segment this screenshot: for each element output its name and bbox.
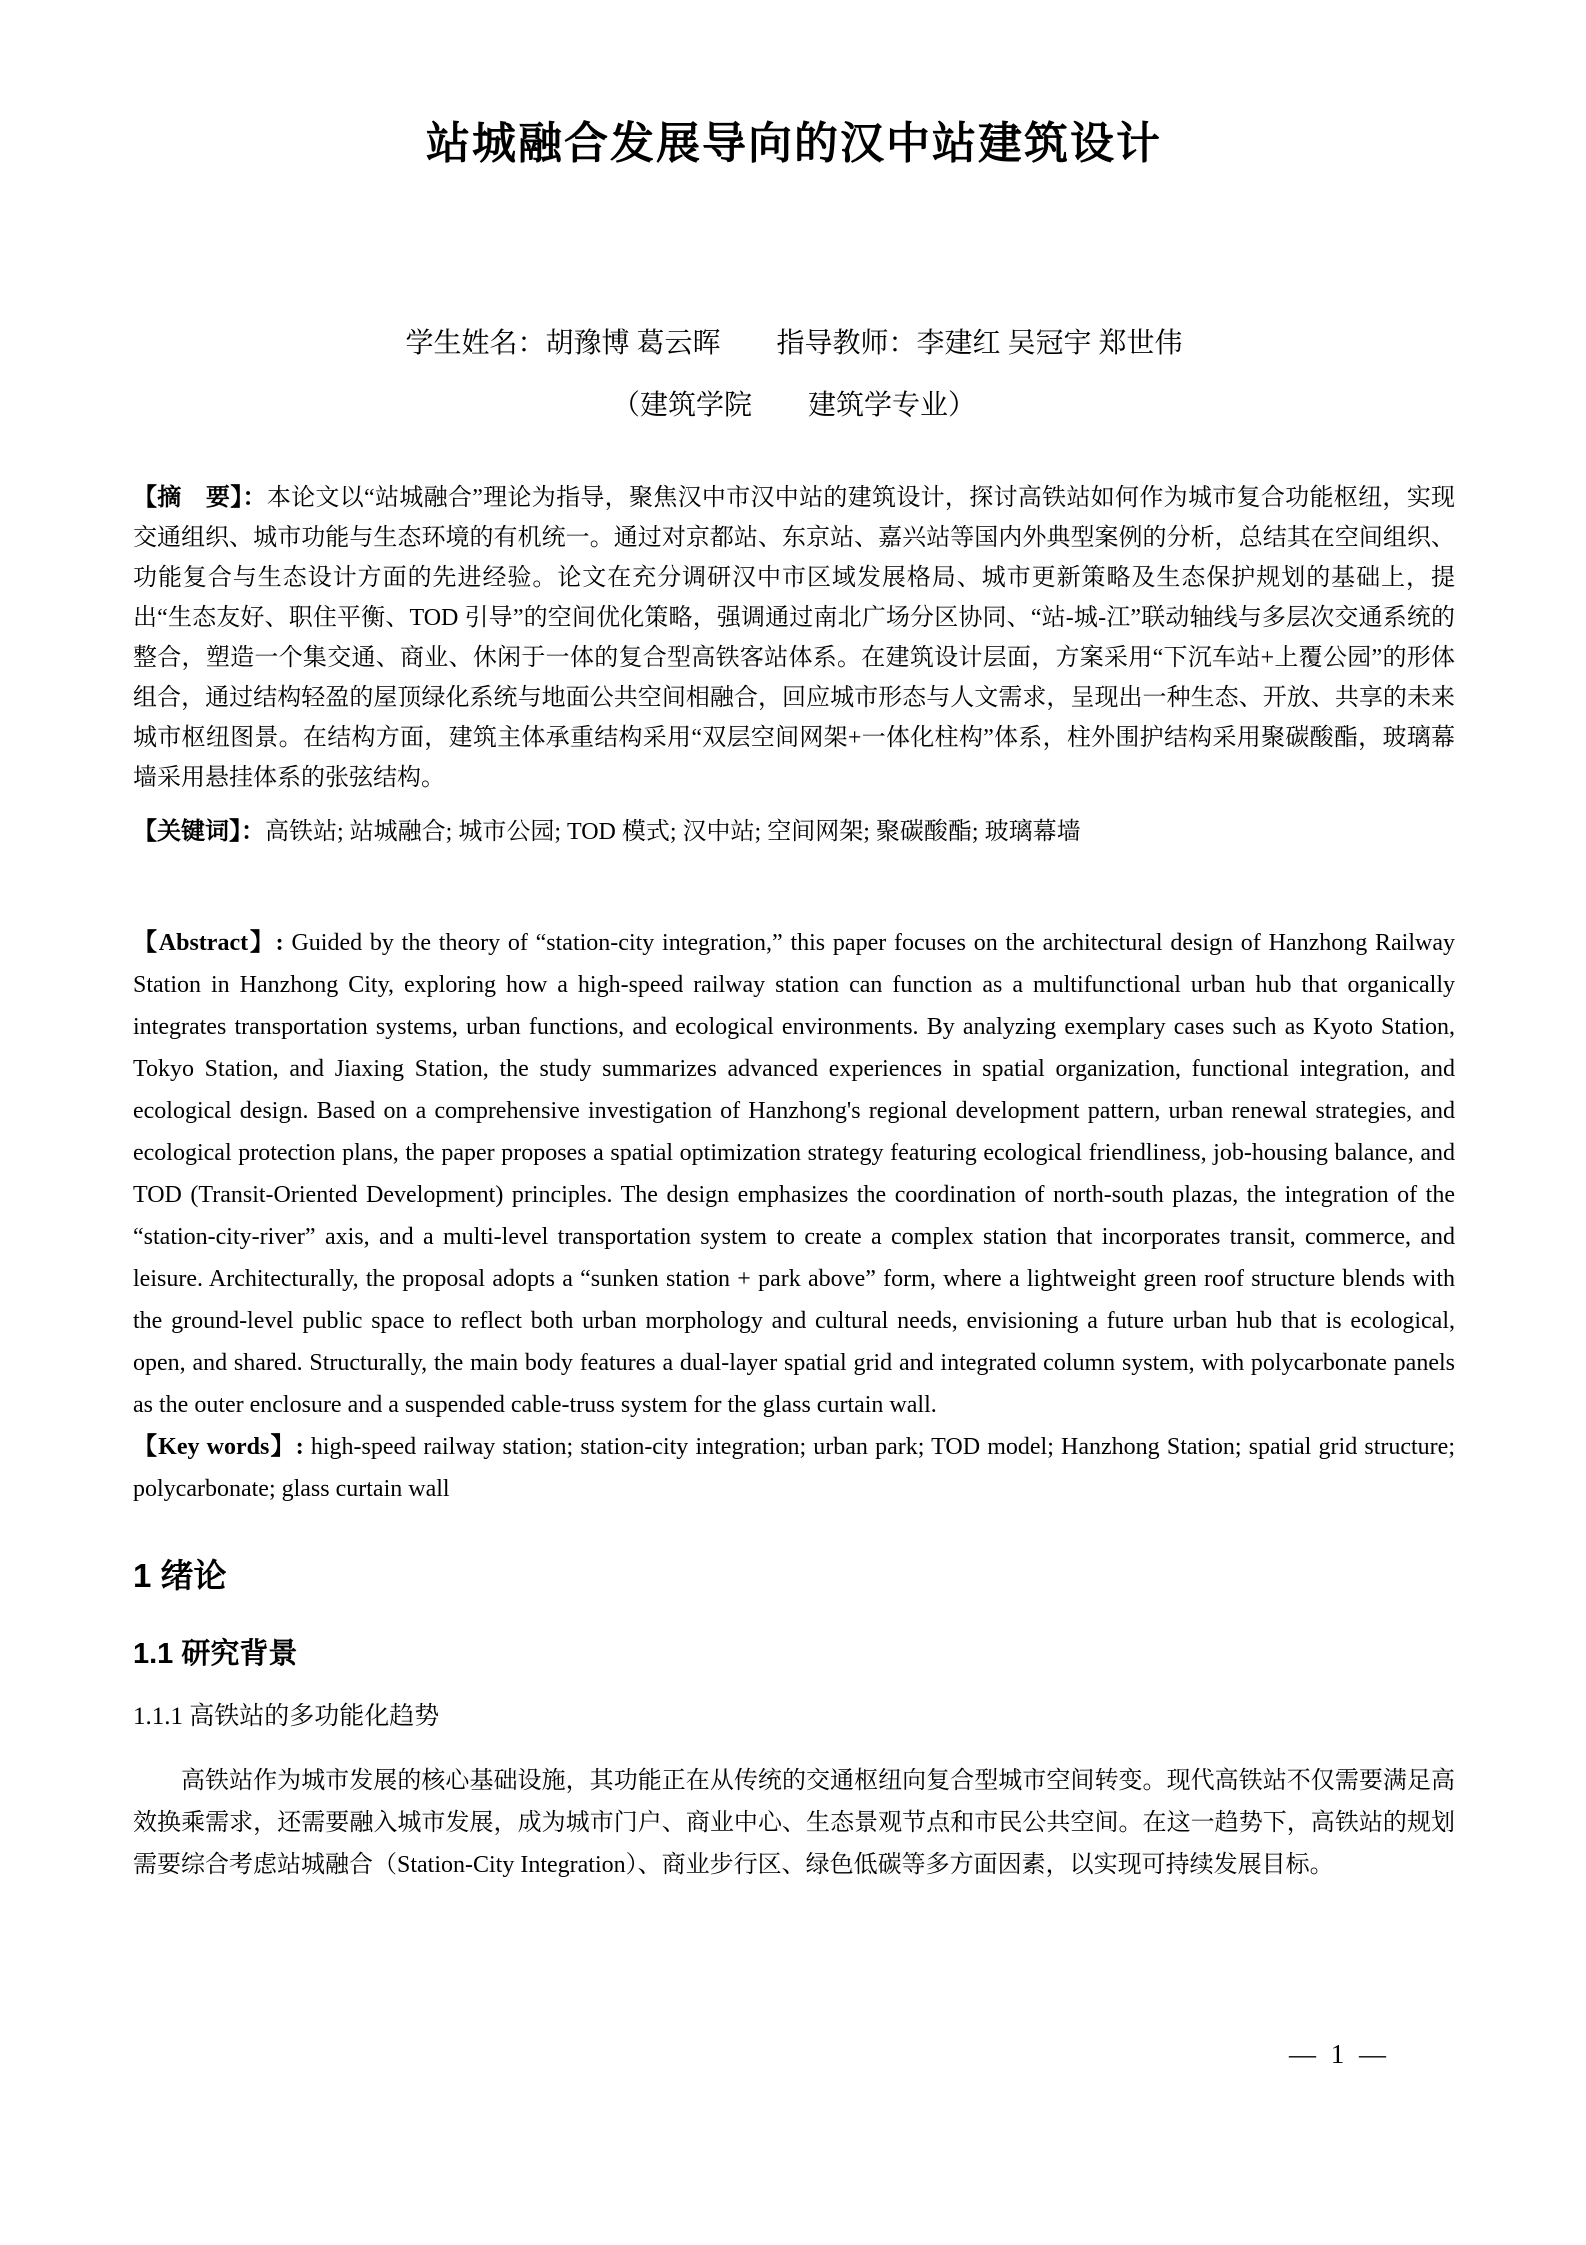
abstract-en-label: 【Abstract】:	[133, 929, 284, 956]
section-heading-1-1: 1.1 研究背景	[133, 1638, 298, 1671]
keywords-en-label: 【Key words】:	[133, 1433, 304, 1460]
abstract-cn-text: 本论文以“站城融合”理论为指导，聚焦汉中市汉中站的建筑设计，探讨高铁站如何作为城市复合功能枢纽，实现交通组织、城市功能与生态环境的有机统一。通过对京都站、东京站、嘉兴站等国内外典型案例的分析，总结其在空间组织、功能复合与生态设计方面的先进经验。论文在充分调研汉中市区域发展格局、城市更新策略及生态保护规划的基础上，提出“生态友好、职住平衡、TOD 引导”的空间优化策略，强调通过南北广场分区协同、“站-城-江”联动轴线与多层次交通系统的整合，塑造一个集交通、商业、休闲于一体的复合型高铁客站体系。在建筑设计层面，方案采用“下沉车站+上覆公园”的形体组合，通过结构轻盈的屋顶绿化系统与地面公共空间相融合，回应城市形态与人文需求，呈现出一种生态、开放、共享的未来城市枢纽图景。在结构方面，建筑主体承重结构采用“双层空间网架+一体化柱构”体系，柱外围护结构采用聚碳酸酯，玻璃幕墙采用悬挂体系的张弦结构。	[133, 484, 1455, 791]
body-paragraph: 高铁站作为城市发展的核心基础设施，其功能正在从传统的交通枢纽向复合型城市空间转变。现代高铁站不仅需要满足高效换乘需求，还需要融入城市发展，成为城市门户、商业中心、生态景观节点和市民公共空间。在这一趋势下，高铁站的规划需要综合考虑站城融合（Station-City Integration）、商业步行区、绿色低碳等多方面因素，以实现可持续发展目标。	[133, 1768, 1455, 1879]
affiliation-line: （建筑学院 建筑学专业）	[611, 389, 976, 421]
page-title: 站城融合发展导向的汉中站建筑设计	[426, 119, 1162, 168]
section-heading-1: 1 绪论	[133, 1556, 227, 1594]
abstract-en-paragraph	[133, 922, 1455, 1426]
abstract-cn-label: 【摘 要】：	[133, 484, 267, 511]
section-heading-1-1-1: 1.1.1 高铁站的多功能化趋势	[133, 1703, 440, 1731]
abstract-en-text: Guided by the theory of “station-city integration,” this paper focuses on the architectural design of Hanzhong Railway Station in Hanzhong City, exploring how a high-speed railway station can function as a multifunctional urban hub that organically integrates transportation systems, urban functions, and ecological environments. By analyzing exemplary cases such as Kyoto Station, Tokyo Station, and Jiaxing Station, the study summarizes advanced experiences in spatial organization, functional integration, and ecological design. Based on a comprehensive investigation of Hanzhong's regional development pattern, urban renewal strategies, and ecological protection plans, the paper proposes a spatial optimization strategy featuring ecological friendliness, job-housing balance, and TOD (Transit-Oriented Development) principles. The design emphasizes the coordination of north-south plazas, the integration of the “station-city-river” axis, and a multi-level transportation system to create a complex station that incorporates transit, commerce, and leisure. Architecturally, the proposal adopts a “sunken station + park above” form, where a lightweight green roof structure blends with the ground-level public space to reflect both urban morphology and cultural needs, envisioning a future urban hub that is ecological, open, and shared. Structurally, the main body features a dual-layer spatial grid and integrated column system, with polycarbonate panels as the outer enclosure and a suspended cable-truss system for the glass curtain wall.	[133, 929, 1455, 1418]
keywords-en-paragraph	[133, 1426, 1455, 1510]
authors-line: 学生姓名：胡豫博 葛云晖 指导教师：李建红 吴冠宇 郑世伟	[405, 327, 1183, 359]
abstract-cn-paragraph	[133, 478, 1455, 798]
keywords-cn-text: 高铁站; 站城融合; 城市公园; TOD 模式; 汉中站; 空间网架; 聚碳酸酯; 玻璃幕墙	[265, 818, 1081, 845]
keywords-en-text: high-speed railway station; station-city integration; urban park; TOD model; Hanzhong Station; spatial grid structure; polycarbonate; glass curtain wall	[133, 1433, 1455, 1502]
page-number: — 1 —	[1289, 2039, 1390, 2069]
keywords-cn-label: 【关键词】：	[133, 818, 265, 845]
keywords-cn-paragraph	[133, 812, 1455, 852]
